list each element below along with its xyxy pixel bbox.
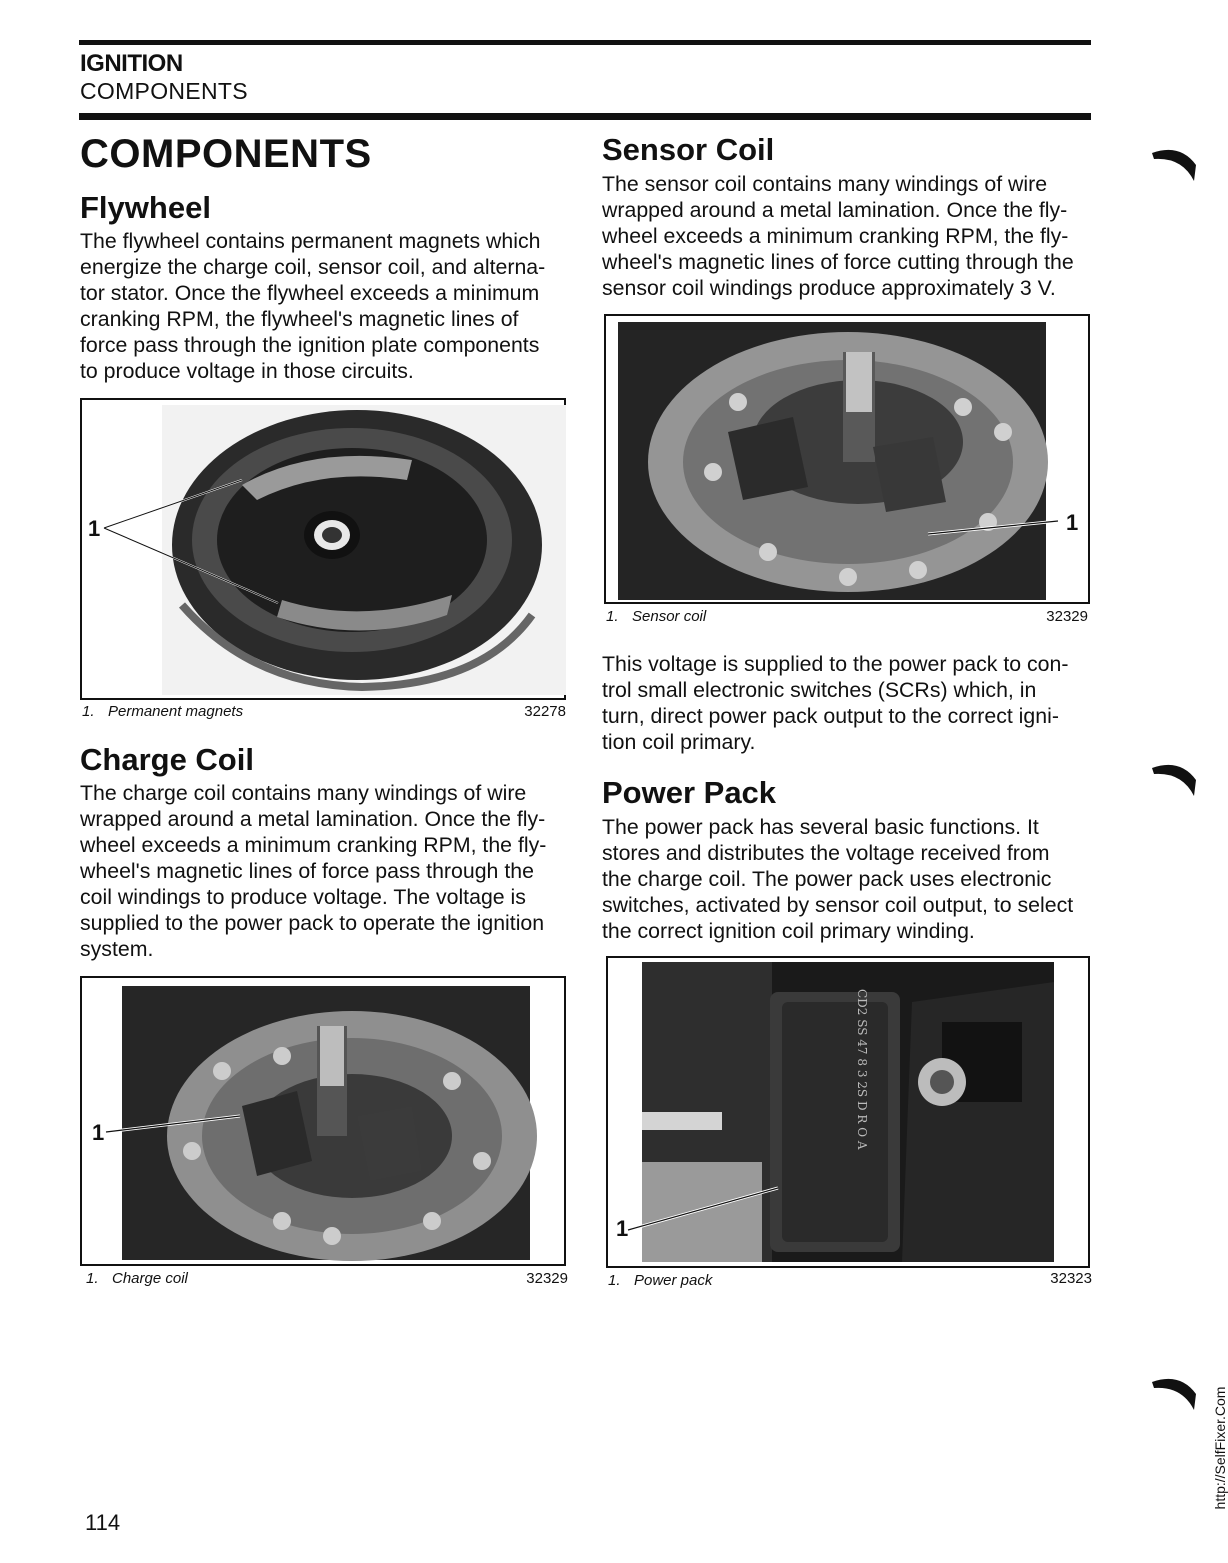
text-line: supplied to the power pack to operate the ignition xyxy=(80,911,545,935)
text-line: trol small electronic switches (SCRs) which, in xyxy=(602,678,1037,702)
text-line: to produce voltage in those circuits. xyxy=(80,359,414,383)
flywheel-caption-num: 1. xyxy=(82,703,95,720)
text-line: turn, direct power pack output to the correct igni- xyxy=(602,704,1059,728)
flywheel-figure-id: 32278 xyxy=(524,703,566,720)
text-line: force pass through the ignition plate components xyxy=(80,333,540,357)
sensor-coil-figure-id: 32329 xyxy=(1046,608,1088,625)
sensor-coil-heading: Sensor Coil xyxy=(602,132,775,167)
text-line: The power pack has several basic functions. It xyxy=(602,815,1039,839)
text-line: sensor coil windings produce approximately 3 V. xyxy=(602,276,1056,300)
text-line: tor stator. Once the flywheel exceeds a minimum xyxy=(80,281,540,305)
charge-coil-figure xyxy=(80,976,566,1266)
flywheel-heading: Flywheel xyxy=(80,190,211,225)
text-line: wrapped around a metal lamination. Once the fly- xyxy=(602,198,1068,222)
text-line: The flywheel contains permanent magnets which xyxy=(80,229,541,253)
text-line: switches, activated by sensor coil output, to select xyxy=(602,893,1074,917)
page-number: 114 xyxy=(85,1510,121,1535)
header-rule xyxy=(79,113,1091,120)
power-pack-caption-num: 1. xyxy=(608,1272,621,1289)
flywheel-caption: Permanent magnets xyxy=(108,703,244,720)
flywheel-figure xyxy=(80,398,566,700)
power-pack-heading: Power Pack xyxy=(602,775,777,810)
text-line: cranking RPM, the flywheel's magnetic lines of xyxy=(80,307,519,331)
power-pack-figure-id: 32323 xyxy=(1050,1270,1092,1287)
text-line: the correct ignition coil primary winding. xyxy=(602,919,975,943)
flywheel-callout: 1 xyxy=(88,516,101,541)
sensor-coil-callout: 1 xyxy=(1066,510,1079,535)
charge-coil-heading: Charge Coil xyxy=(80,742,254,777)
sensor-coil-figure xyxy=(604,314,1090,604)
power-pack-callout: 1 xyxy=(616,1216,629,1241)
page-title: COMPONENTS xyxy=(80,132,372,176)
header-subsection: COMPONENTS xyxy=(80,78,248,104)
watermark: http://SelfFixer.Com xyxy=(1212,1386,1228,1510)
text-line: wheel's magnetic lines of force pass through the xyxy=(80,859,534,883)
binder-tab-icon xyxy=(1150,758,1200,798)
charge-coil-figure-id: 32329 xyxy=(526,1270,568,1287)
text-line: tion coil primary. xyxy=(602,730,756,754)
power-pack-label: CD2 SS 47 8 3 2S D R O A xyxy=(855,989,869,1150)
text-line: wheel's magnetic lines of force cutting through the xyxy=(602,250,1074,274)
text-line: wheel exceeds a minimum cranking RPM, the fly- xyxy=(80,833,547,857)
text-line: energize the charge coil, sensor coil, and alterna- xyxy=(80,255,546,279)
text-line: The sensor coil contains many windings of wire xyxy=(602,172,1048,196)
text-line: This voltage is supplied to the power pack to con- xyxy=(602,652,1069,676)
sensor-coil-caption-num: 1. xyxy=(606,608,619,625)
text-line: the charge coil. The power pack uses electronic xyxy=(602,867,1052,891)
text-line: system. xyxy=(80,937,154,961)
binder-tab-icon xyxy=(1150,143,1200,183)
charge-coil-caption: Charge coil xyxy=(112,1270,188,1287)
header-section: IGNITION xyxy=(80,50,183,77)
text-line: wheel exceeds a minimum cranking RPM, the fly- xyxy=(602,224,1069,248)
text-line: stores and distributes the voltage received from xyxy=(602,841,1050,865)
charge-coil-caption-num: 1. xyxy=(86,1270,99,1287)
charge-coil-callout: 1 xyxy=(92,1120,105,1145)
power-pack-caption: Power pack xyxy=(634,1272,713,1289)
text-line: wrapped around a metal lamination. Once the fly- xyxy=(80,807,546,831)
top-rule xyxy=(79,40,1091,45)
text-line: The charge coil contains many windings of wire xyxy=(80,781,527,805)
binder-tab-icon xyxy=(1150,1372,1200,1412)
sensor-coil-caption: Sensor coil xyxy=(632,608,707,625)
text-line: coil windings to produce voltage. The voltage is xyxy=(80,885,526,909)
power-pack-figure xyxy=(606,956,1090,1268)
